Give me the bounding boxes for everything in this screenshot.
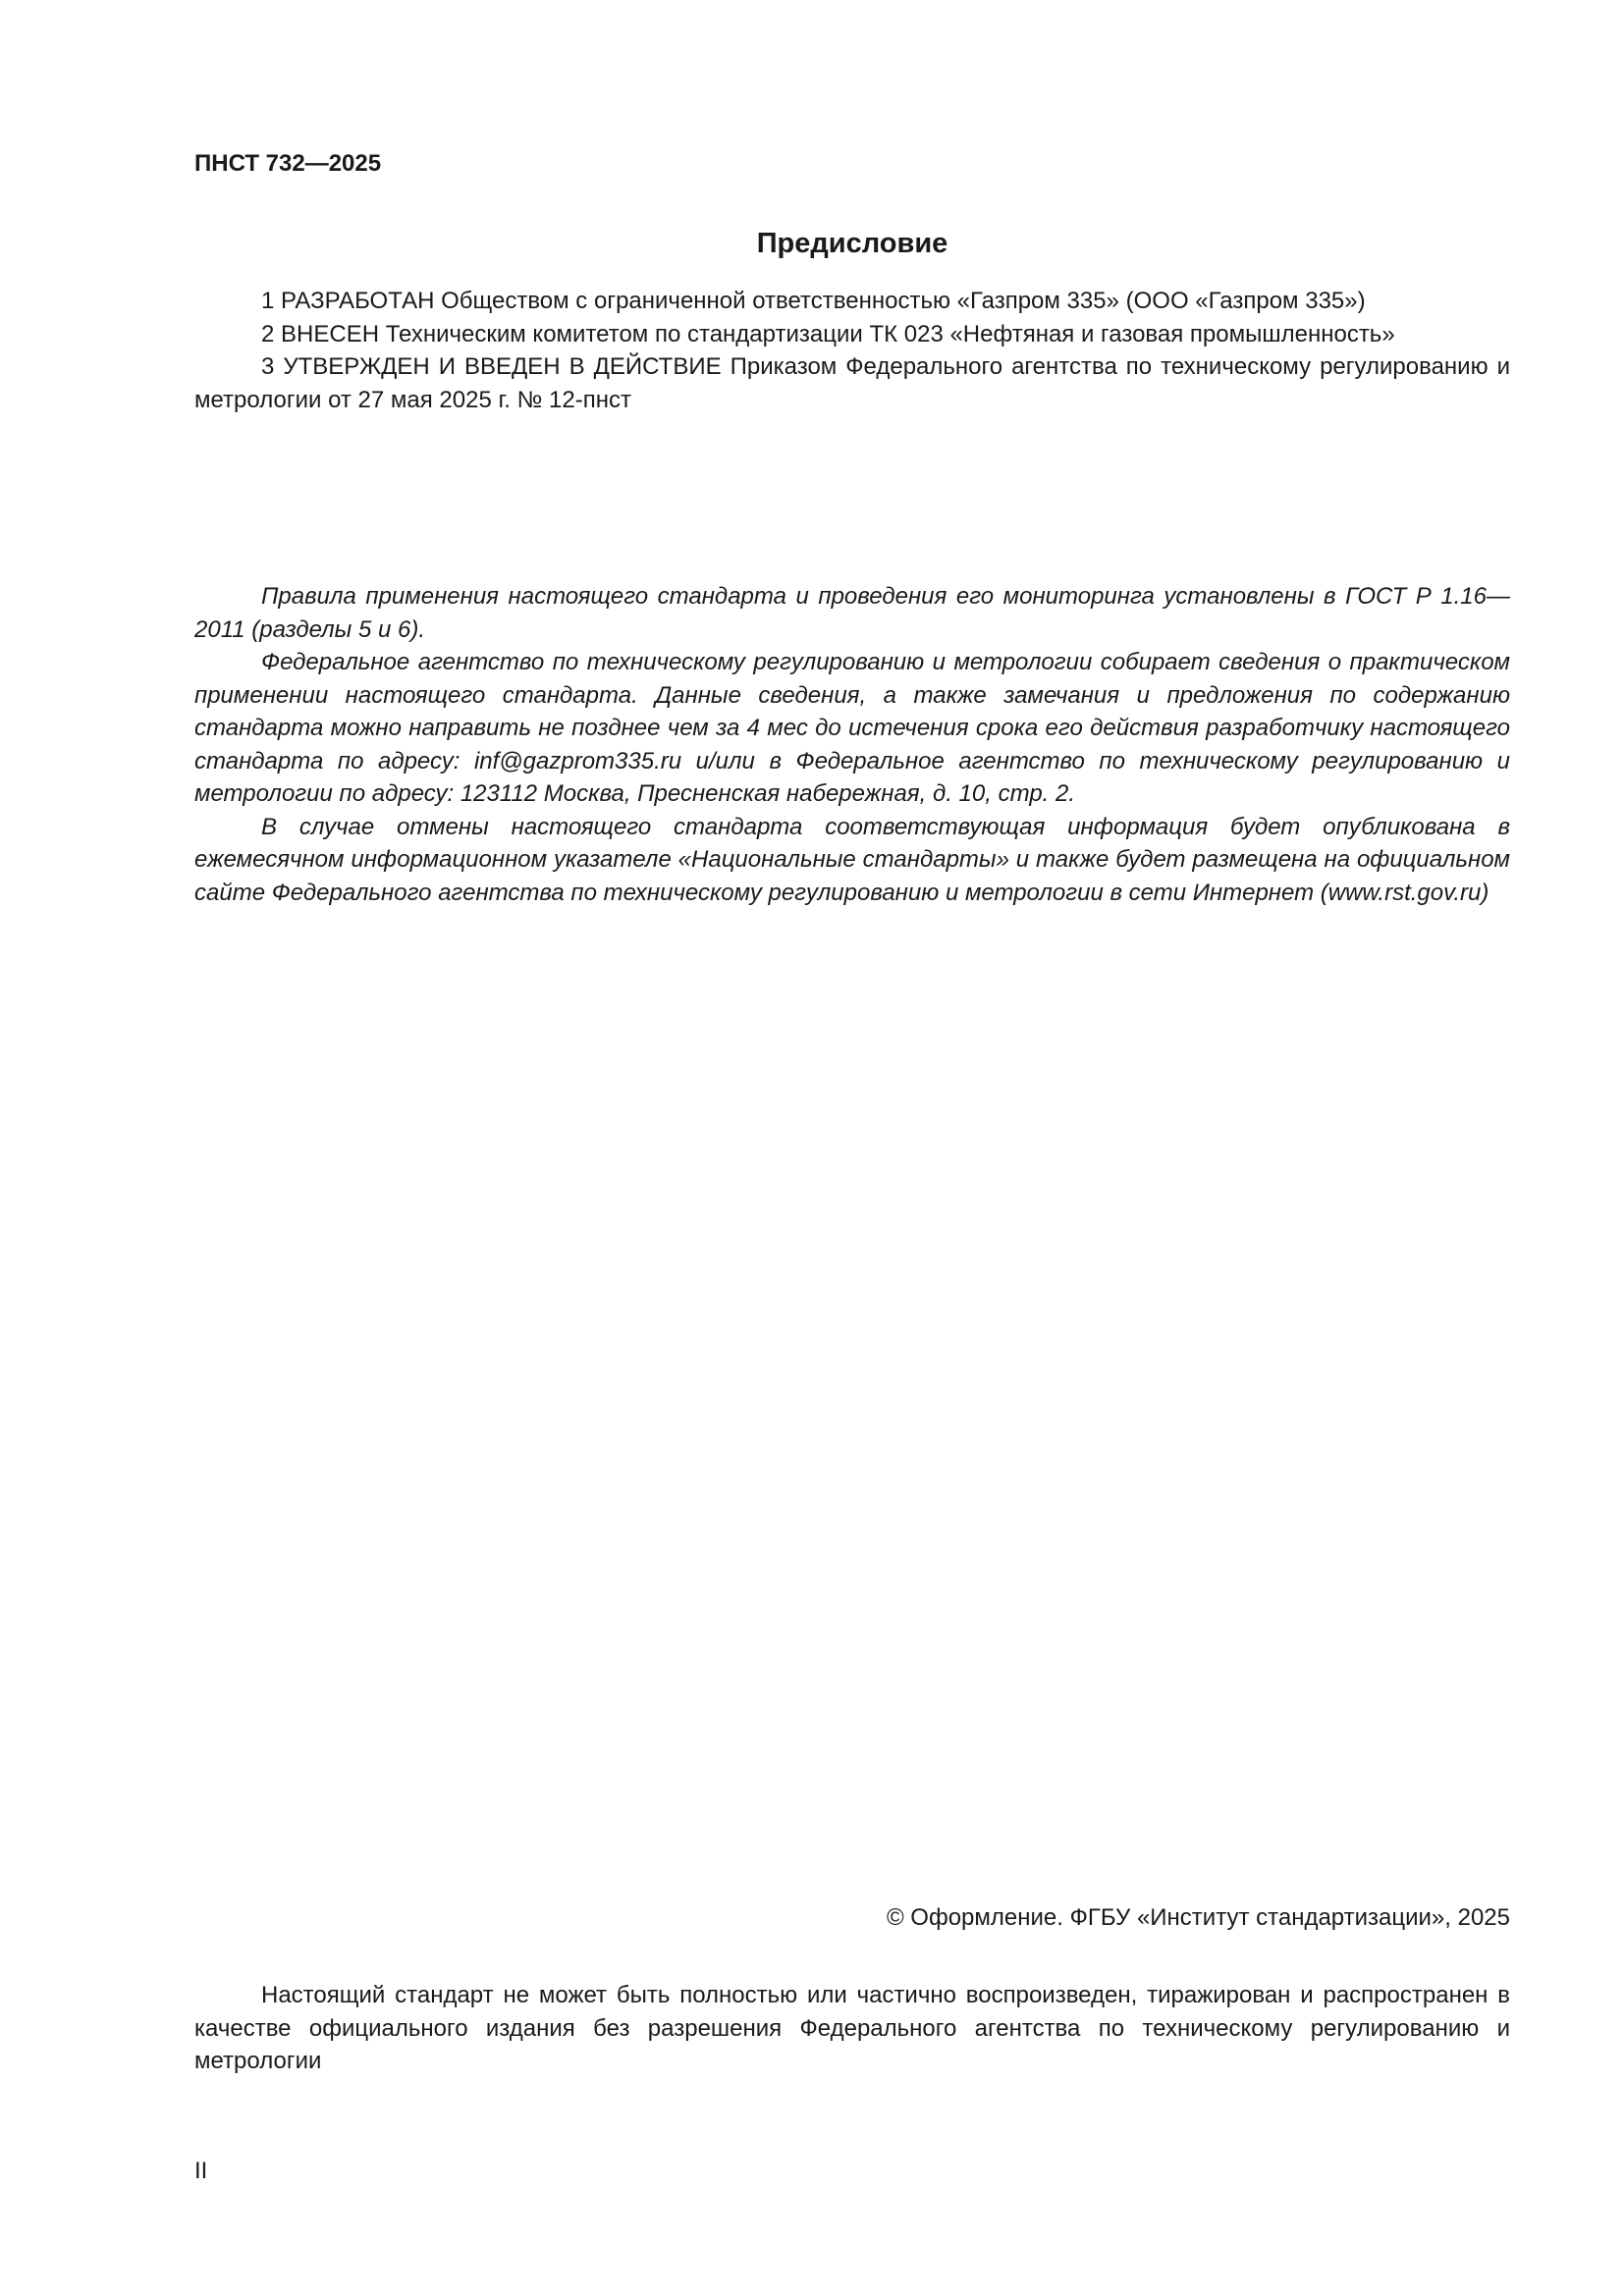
legal-notice: [194, 1979, 1510, 2078]
copyright-line: © Оформление. ФГБУ «Институт стандартизации», 2025: [886, 1904, 1510, 1931]
notice-paragraph-feedback: Федеральное агентство по техническому регулированию и метрологии собирает сведения о практическом применении настоящего стандарта. Данные сведения, а также замечания и предложения по содержанию стандарта можно направить не позднее чем за 4 мес до истечения срока его действия разработчику настоящего стандарта по адресу: inf@gazprom335.ru и/или в Федеральное агентство по техническому регулированию и метрологии по адресу: 123112 Москва, Пресненская набережная, д. 10, стр. 2.: [194, 649, 1510, 807]
document-code: ПНСТ 732—2025: [194, 150, 382, 177]
page-title: Предисловие: [756, 228, 948, 259]
page-number: II: [194, 2158, 208, 2184]
notice-paragraph-rules: Правила применения настоящего стандарта и проведения его мониторинга установлены в ГОСТ Р 1.16—2011 (разделы 5 и 6).: [194, 583, 1510, 643]
legal-notice-text: Настоящий стандарт не может быть полностью или частично воспроизведен, тиражирован и распространен в качестве официального издания без разрешения Федерального агентства по техническому регулированию и метрологии: [194, 1982, 1510, 2074]
preface-list: [194, 285, 1510, 416]
preface-item-developed: 1 РАЗРАБОТАН Обществом с ограниченной ответственностью «Газпром 335» (ООО «Газпром 335»): [261, 288, 1366, 314]
preface-item-introduced: 2 ВНЕСЕН Техническим комитетом по стандартизации ТК 023 «Нефтяная и газовая промышленность»: [261, 320, 1395, 347]
notice-paragraph-cancellation: В случае отмены настоящего стандарта соответствующая информация будет опубликована в ежемесячном информационном указателе «Национальные стандарты» и также будет размещена на официальном сайте Федерального агентства по техническому регулированию и метрологии в сети Интернет (www.rst.gov.ru): [194, 813, 1510, 906]
application-notice: [194, 580, 1510, 909]
preface-item-approved: 3 УТВЕРЖДЕН И ВВЕДЕН В ДЕЙСТВИЕ Приказом Федерального агентства по техническому регулированию и метрологии от 27 мая 2025 г. № 12-пнст: [194, 353, 1510, 413]
